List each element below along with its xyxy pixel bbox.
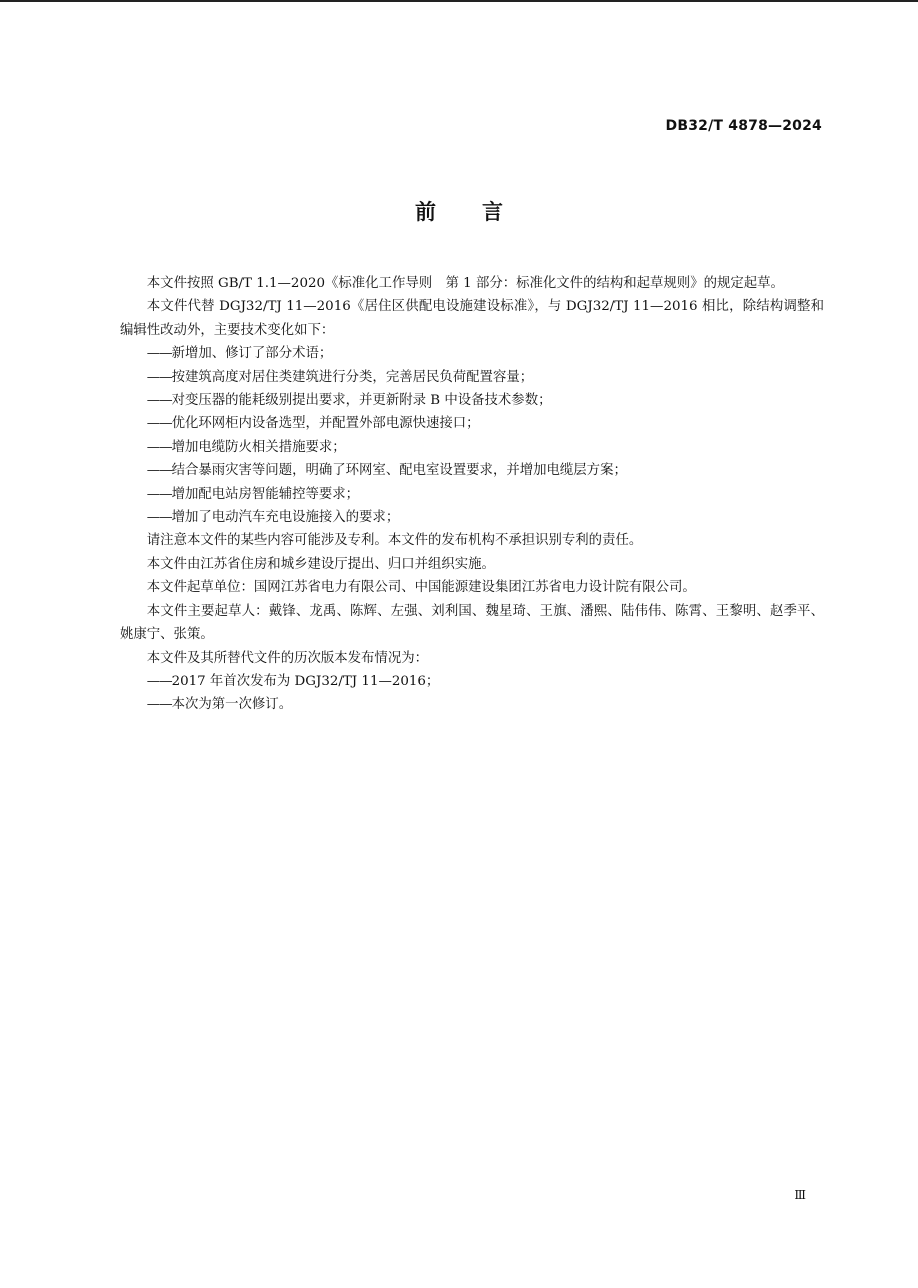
page-number: Ⅲ xyxy=(794,1188,806,1202)
list-item: ——增加了电动汽车充电设施接入的要求； xyxy=(146,510,400,526)
dash-marker: —— xyxy=(146,486,172,502)
paragraph-drafting-units: 本文件起草单位：国网江苏省电力有限公司、中国能源建设集团江苏省电力设计院有限公司。 xyxy=(146,580,696,596)
dash-marker: —— xyxy=(146,697,172,713)
page-title: 前言 xyxy=(415,200,549,224)
paragraph-version-history: 本文件及其所替代文件的历次版本发布情况为： xyxy=(146,650,428,666)
paragraph-drafting-rules: 本文件按照 GB/T 1.1—2020《标准化工作导则 第 1 部分：标准化文件的结构和起草规则》的规定起草。 xyxy=(146,276,784,291)
dash-marker: —— xyxy=(146,510,172,526)
list-item: ——对变压器的能耗级别提出要求，并更新附录 B 中设备技术参数； xyxy=(146,393,552,409)
list-item: ——本次为第一次修订。 xyxy=(146,697,293,713)
paragraph-proposer: 本文件由江苏省住房和城乡建设厅提出、归口并组织实施。 xyxy=(146,556,495,572)
version-history-list xyxy=(120,670,824,717)
list-item: ——增加电缆防火相关措施要求； xyxy=(146,439,346,455)
dash-marker: —— xyxy=(146,346,172,362)
dash-marker: —— xyxy=(146,439,172,455)
list-item: ——增加配电站房智能辅控等要求； xyxy=(146,486,360,502)
dash-marker: —— xyxy=(146,416,172,432)
document-code: DB32/T 4878—2024 xyxy=(665,118,822,134)
technical-changes-list xyxy=(120,342,824,529)
paragraph-drafters: 本文件主要起草人：戴锋、龙禹、陈辉、左强、刘利国、魏星琦、王旗、潘熙、陆伟伟、陈霄、王黎明、赵季平、姚康宁、张策。 xyxy=(120,603,824,643)
dash-marker: —— xyxy=(146,673,172,689)
dash-marker: —— xyxy=(146,463,172,479)
foreword-body xyxy=(120,272,824,717)
list-item: ——新增加、修订了部分术语； xyxy=(146,346,333,362)
list-item: ——按建筑高度对居住类建筑进行分类，完善居民负荷配置容量； xyxy=(146,369,534,385)
paragraph-replacement: 本文件代替 DGJ32/TJ 11—2016《居住区供配电设施建设标准》，与 DGJ32/TJ 11—2016 相比，除结构调整和编辑性改动外，主要技术变化如下： xyxy=(120,299,824,338)
dash-marker: —— xyxy=(146,393,172,409)
list-item: ——2017 年首次发布为 DGJ32/TJ 11—2016； xyxy=(146,673,440,689)
top-border-rule xyxy=(0,0,918,2)
paragraph-patent-notice: 请注意本文件的某些内容可能涉及专利。本文件的发布机构不承担识别专利的责任。 xyxy=(146,533,643,549)
list-item: ——优化环网柜内设备选型，并配置外部电源快速接口； xyxy=(146,416,480,432)
list-item: ——结合暴雨灾害等问题，明确了环网室、配电室设置要求，并增加电缆层方案； xyxy=(146,463,627,479)
dash-marker: —— xyxy=(146,369,172,385)
